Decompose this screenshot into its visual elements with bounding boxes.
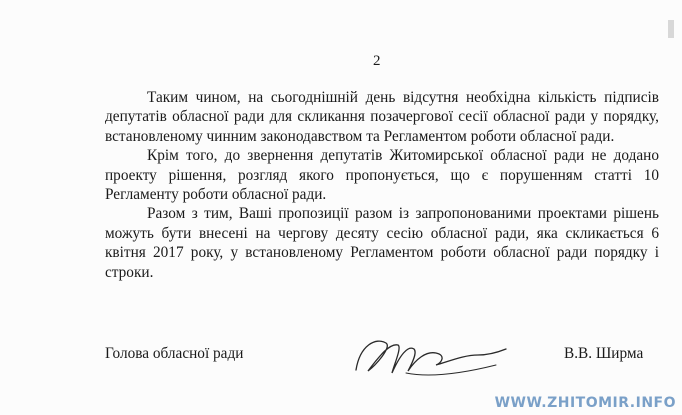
signatory-title: Голова обласної ради — [105, 345, 244, 362]
signatory-name: В.В. Ширма — [564, 345, 644, 362]
letter-body — [105, 88, 659, 282]
page-number: 2 — [373, 53, 381, 69]
paragraph-2: Крім того, до звернення депутатів Житомирської обласної ради не додано проекту рішення, розгляд якого пропонується, що є порушенням статті 10 Регламенту роботи обласної ради. — [105, 147, 659, 204]
site-watermark: WWW.ZHITOMIR.INFO — [494, 395, 676, 411]
page-edge-artifact — [668, 20, 674, 38]
paragraph-3: Разом з тим, Ваші пропозиції разом із запропонованими проектами рішень можуть бути внесені на чергову десяту сесію обласної ради, яка скликається 6 квітня 2017 року, у встановленому Регламентом роботи обласної ради порядку і строки. — [105, 205, 659, 281]
paragraph-1: Таким чином, на сьогоднішній день відсутня необхідна кількість підписів депутатів обласної ради для скликання позачергової сесії обласної ради у порядку, встановленому чинним законодавством та Регламентом роботи обласної ради. — [105, 89, 659, 145]
handwritten-signature — [346, 325, 516, 385]
